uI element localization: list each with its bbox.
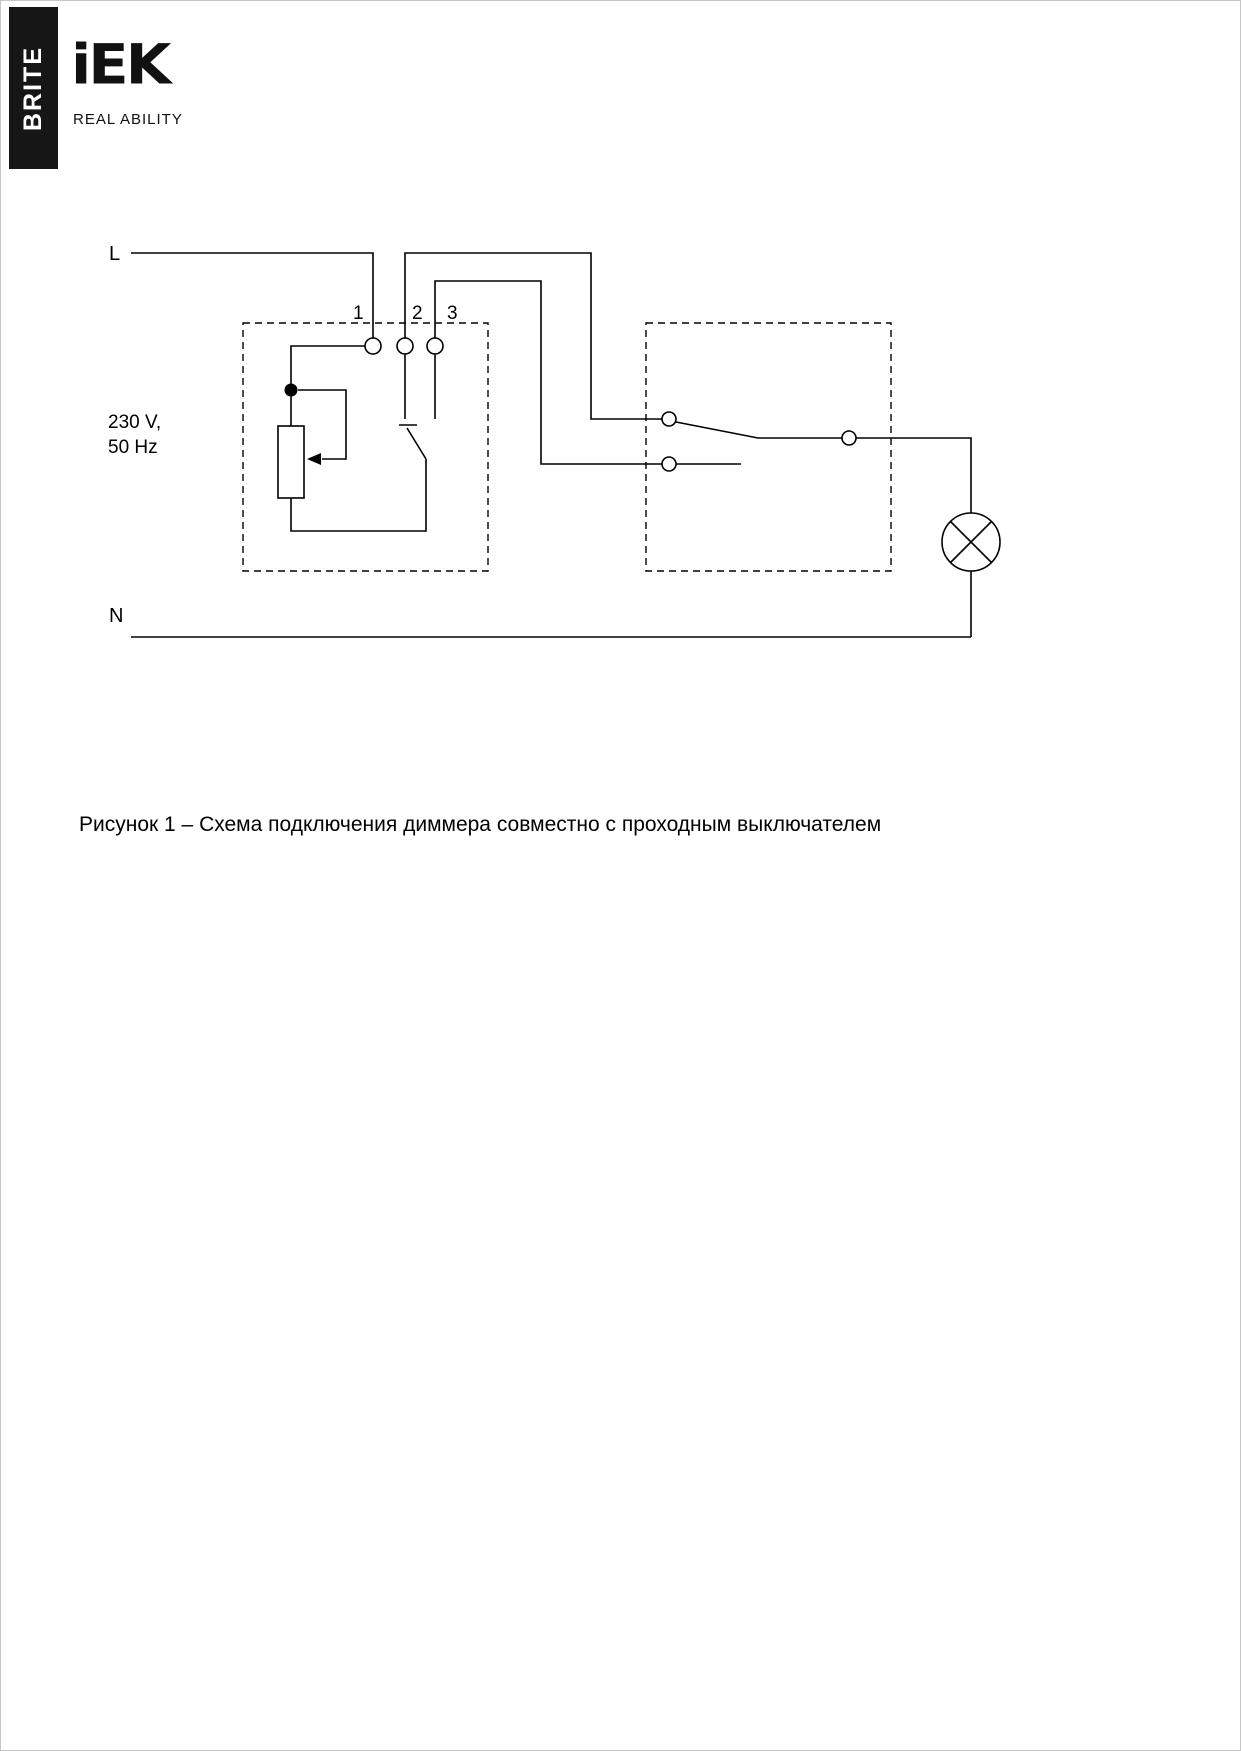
potentiometer-resistor [278, 426, 304, 498]
lamp-icon [942, 513, 1000, 571]
switch-blade [676, 422, 842, 438]
label-frequency: 50 Hz [108, 437, 158, 458]
circuit-diagram [1, 1, 1241, 721]
switch-traveler-bottom-contact [662, 457, 676, 471]
terminal-3-connector [427, 338, 443, 354]
terminal-2-connector [397, 338, 413, 354]
label-neutral-N: N [109, 605, 124, 627]
wire-terminal1-to-potentiometer [291, 346, 365, 426]
wiper-arrowhead-icon [307, 453, 321, 465]
wires [131, 253, 971, 637]
label-terminal-3: 3 [447, 303, 458, 324]
label-line-L: L [109, 243, 121, 265]
switch-traveler-top-contact [662, 412, 676, 426]
terminal-1-connector [365, 338, 381, 354]
wire-potentiometer-bottom-loop [291, 459, 426, 531]
pass-switch-box [646, 323, 891, 571]
wire-terminal2-to-traveler-top [405, 253, 662, 419]
wire-terminal3-to-traveler-bottom [435, 281, 662, 464]
junction-dot [285, 384, 298, 397]
label-terminal-1: 1 [353, 303, 364, 324]
figure-caption: Рисунок 1 – Схема подключения диммера совместно с проходным выключателем [79, 813, 882, 836]
wire-potentiometer-wiper [298, 390, 346, 459]
label-voltage: 230 V, [108, 412, 162, 433]
iek-logo: iEK [71, 32, 169, 97]
wire-line-to-terminal1 [131, 253, 373, 338]
internal-switch-blade [407, 428, 426, 459]
switch-common-contact [842, 431, 856, 445]
logo-tagline: REAL ABILITY [73, 111, 183, 128]
brite-sidebar-label: BRITE [19, 45, 47, 131]
wire-common-to-lamp [856, 438, 971, 513]
label-terminal-2: 2 [412, 303, 423, 324]
